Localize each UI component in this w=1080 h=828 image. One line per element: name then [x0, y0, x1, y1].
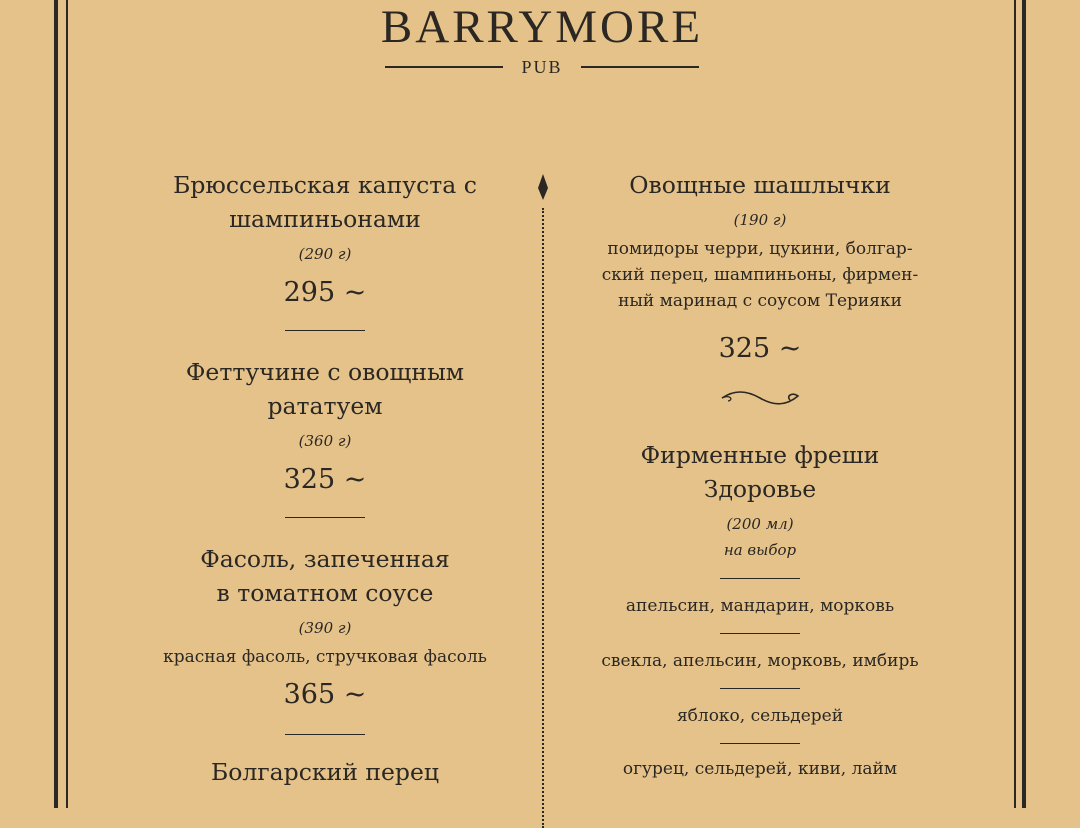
fresh-option: яблоко, сельдерей: [676, 706, 844, 726]
dish-title: [580, 438, 940, 506]
left-column: [145, 168, 505, 789]
dish-title-line: Фирменные фреши: [640, 441, 880, 469]
frame-right-thick: [1022, 0, 1026, 808]
dish-title: [145, 168, 505, 236]
right-column: [580, 168, 940, 780]
frame-right-thin: [1014, 0, 1016, 808]
dish-title-line: Феттучине с овощным: [185, 358, 465, 386]
dish-title-line: шампиньонами: [229, 205, 421, 233]
item-separator: [285, 734, 365, 735]
option-separator: [720, 688, 800, 689]
desc-line: ский перец, шампиньоны, фирмен-: [601, 265, 919, 285]
menu-item-fettuccine: [145, 355, 505, 497]
dish-title-line: Фасоль, запеченная: [200, 545, 450, 573]
fresh-option: огурец, сельдерей, киви, лайм: [622, 759, 898, 779]
option-separator: [720, 633, 800, 634]
brand-name: BARRYMORE: [380, 1, 704, 53]
brand-logo: [380, 2, 704, 78]
dish-price: 295 ~: [283, 277, 367, 308]
dish-title: [145, 355, 505, 423]
brand-sub-row: [380, 56, 704, 78]
dish-title: Болгарский перец: [211, 758, 439, 786]
flourish-ornament-icon: [720, 388, 800, 408]
menu-item-brussels: [145, 168, 505, 310]
menu-item-beans: [145, 542, 505, 712]
frame-left-thin: [66, 0, 68, 808]
item-separator: [285, 330, 365, 331]
option-separator: [720, 578, 800, 579]
dish-title: [145, 542, 505, 610]
diamond-ornament-icon: [537, 174, 549, 202]
dish-description: [580, 236, 940, 314]
dish-price: 325 ~: [718, 333, 802, 364]
frame-left-thick: [54, 0, 58, 808]
brand-rule-left: [385, 66, 503, 68]
item-separator: [285, 517, 365, 518]
dish-note: на выбор: [723, 541, 797, 559]
dish-price: 365 ~: [283, 679, 367, 710]
dotted-line: [542, 208, 544, 828]
dish-title-line: рататуем: [267, 392, 383, 420]
fresh-option: свекла, апельсин, морковь, имбирь: [601, 651, 919, 671]
dish-weight: (360 г): [298, 432, 352, 450]
dish-title: Овощные шашлычки: [629, 171, 891, 199]
dish-price: 325 ~: [283, 464, 367, 495]
menu-item-fresh: [580, 438, 940, 780]
dish-title-line: в томатном соусе: [216, 579, 434, 607]
menu-item-pepper: [145, 755, 505, 789]
menu-item-skewers: [580, 168, 940, 366]
option-separator: [720, 743, 800, 744]
brand-sub: PUB: [521, 57, 563, 77]
dish-title-line: Брюссельская капуста с: [173, 171, 477, 199]
desc-line: ный маринад с соусом Терияки: [618, 291, 902, 311]
dish-description: красная фасоль, стручковая фасоль: [163, 647, 487, 667]
dish-weight: (290 г): [298, 245, 352, 263]
dish-weight: (200 мл): [726, 515, 794, 533]
dish-weight: (390 г): [298, 619, 352, 637]
dish-title-line: Здоровье: [703, 475, 817, 503]
fresh-option: апельсин, мандарин, морковь: [625, 596, 895, 616]
dish-weight: (190 г): [733, 211, 787, 229]
brand-rule-right: [581, 66, 699, 68]
desc-line: помидоры черри, цукини, болгар-: [607, 239, 913, 259]
